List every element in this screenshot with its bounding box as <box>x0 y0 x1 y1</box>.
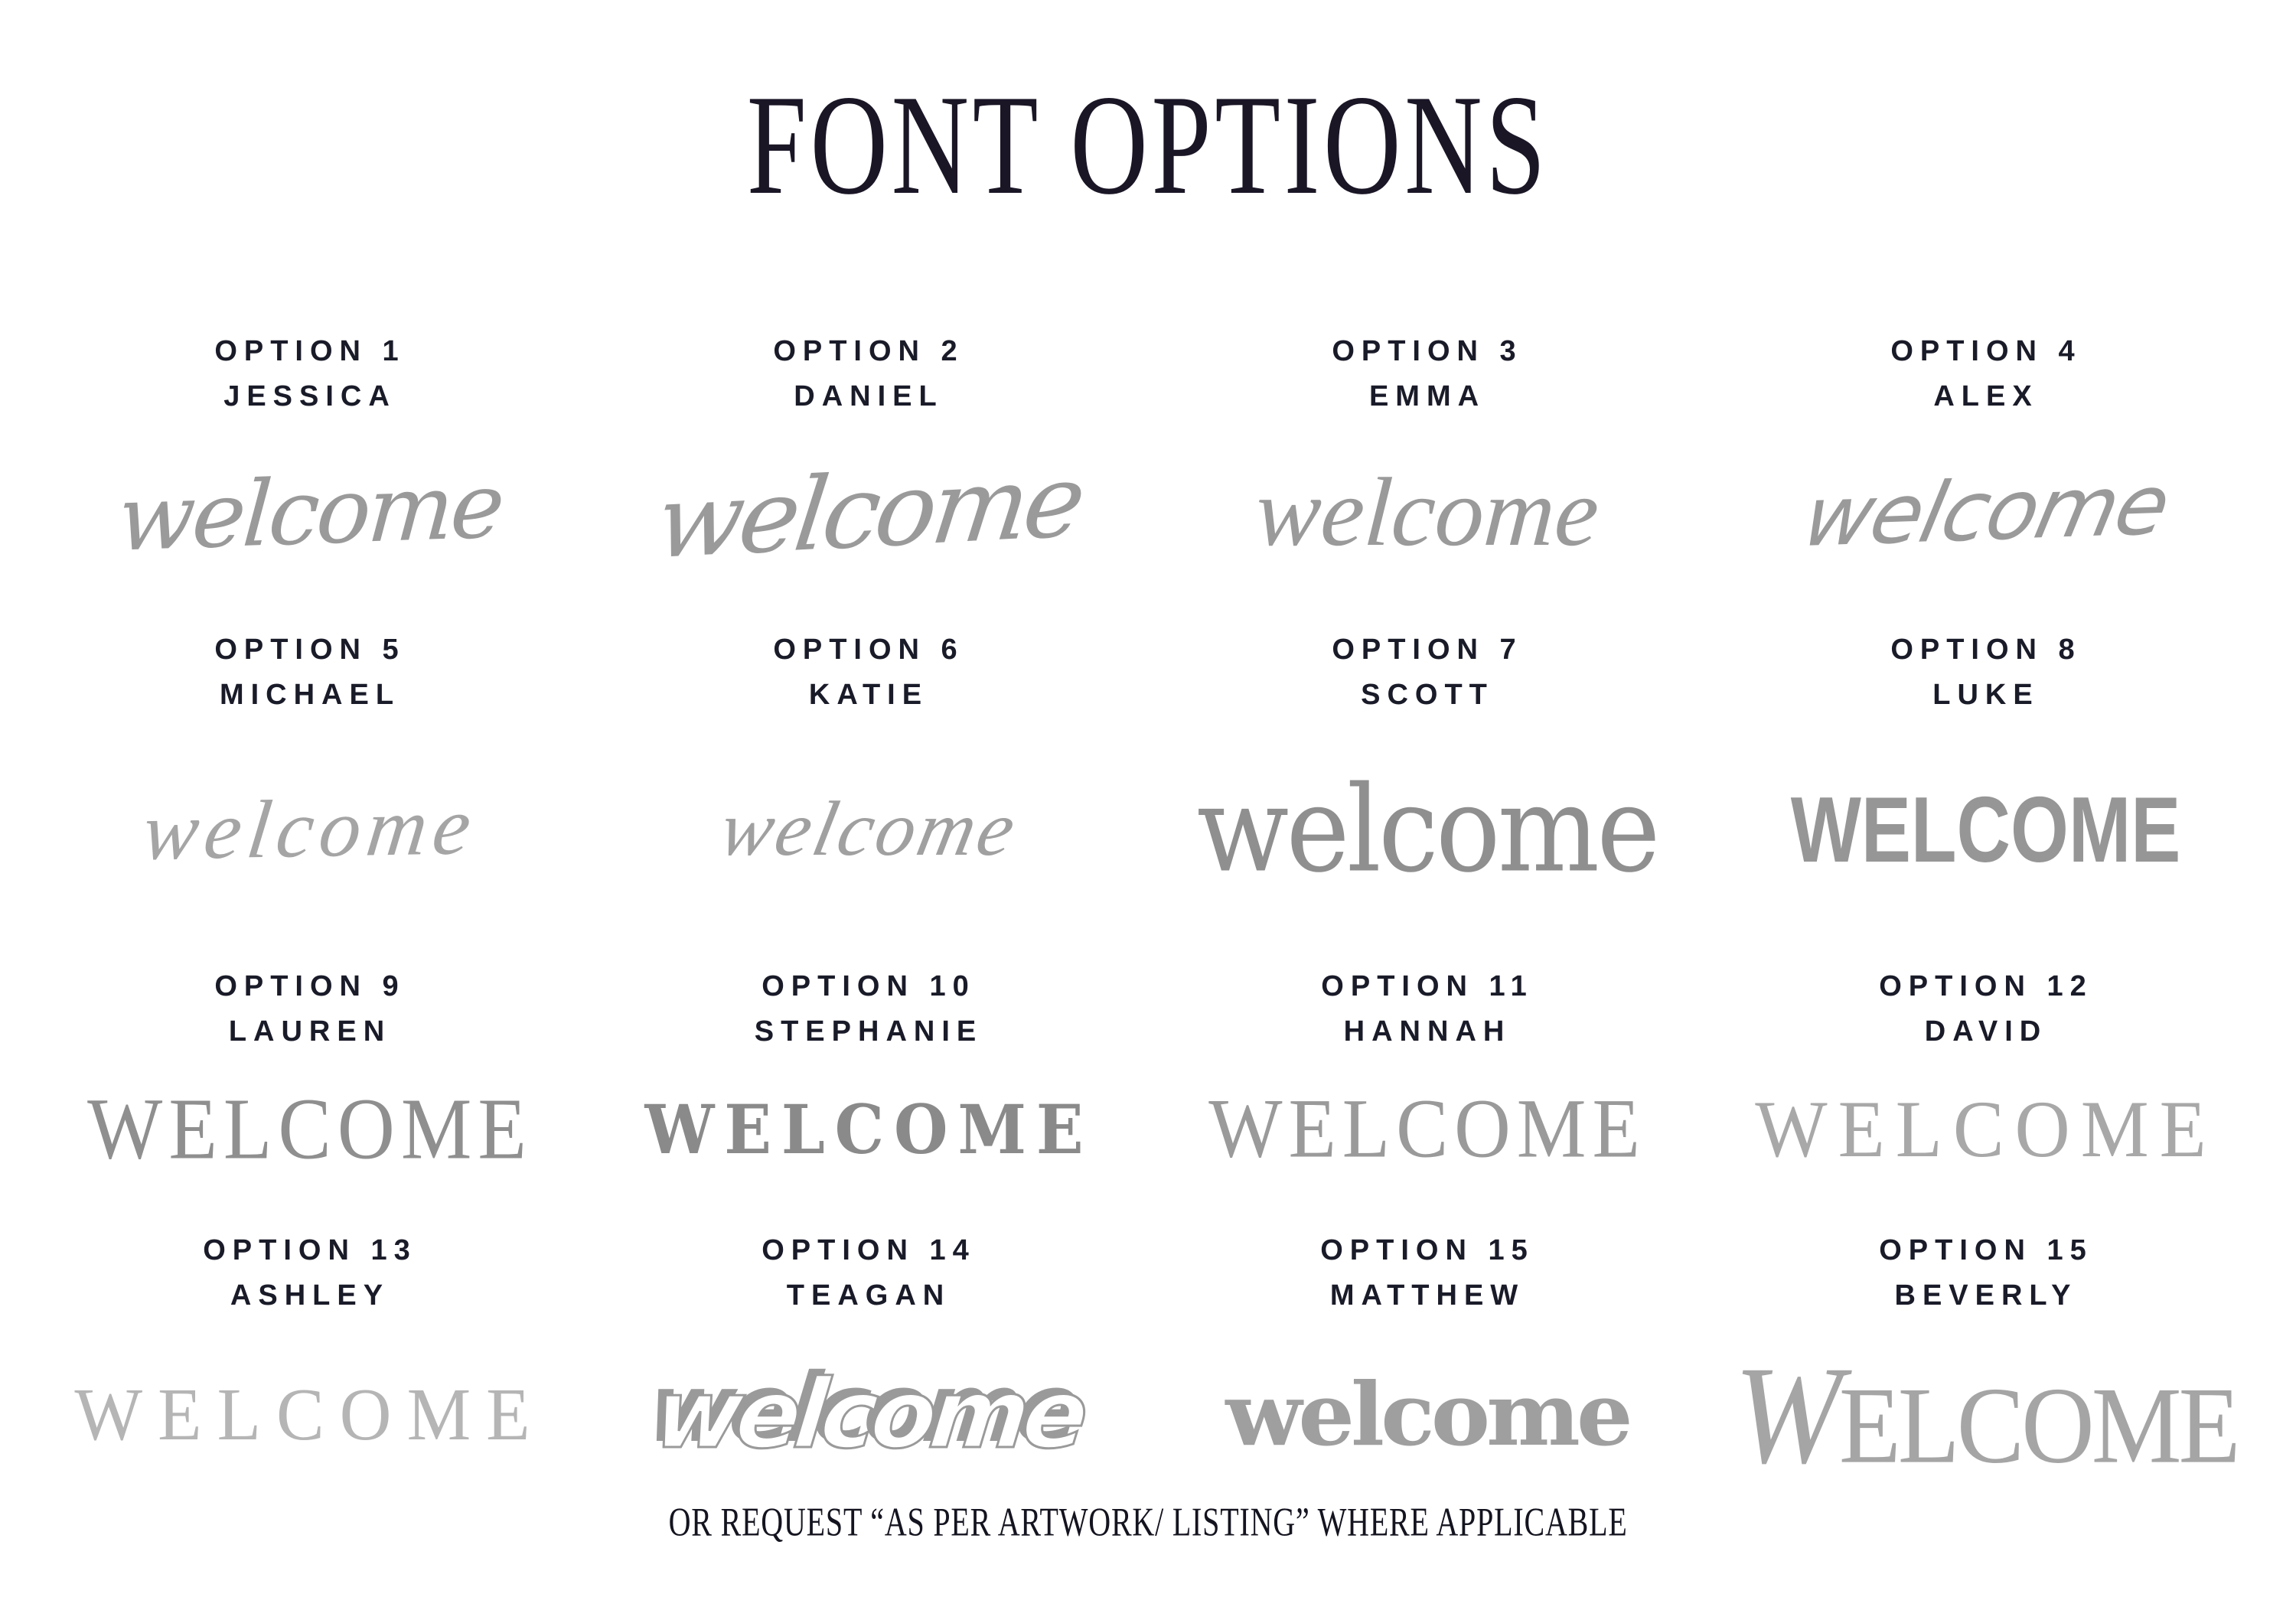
page-title-row <box>0 65 2296 224</box>
welcome-sample: welcome <box>1252 457 1603 566</box>
welcome-sample: welcome <box>138 781 482 878</box>
option-number-label: OPTION 10 <box>762 970 976 1002</box>
option-number-label: OPTION 14 <box>762 1234 976 1266</box>
welcome-sample: WELCOME <box>1208 1082 1646 1176</box>
option-number-label: OPTION 13 <box>203 1234 417 1266</box>
option-name-label: STEPHANIE <box>754 1015 983 1048</box>
footer-row <box>0 1498 2296 1543</box>
font-options-grid <box>31 306 2265 1511</box>
sample-wrap <box>589 419 1148 605</box>
option-number-label: OPTION 7 <box>1332 634 1523 666</box>
option-name-label: TEAGAN <box>786 1279 951 1312</box>
option-name-label: ALEX <box>1933 380 2039 412</box>
option-number-label: OPTION 6 <box>773 634 964 666</box>
font-option-cell <box>589 1205 1148 1511</box>
option-name-label: MICHAEL <box>219 678 401 711</box>
option-name-label: DAVID <box>1924 1015 2048 1048</box>
welcome-sample: WELCOME <box>74 1373 546 1456</box>
option-name-label: DANIEL <box>794 380 944 412</box>
font-option-cell <box>1707 306 2265 605</box>
option-name-label: KATIE <box>808 678 929 711</box>
welcome-sample: welcome <box>712 785 1026 872</box>
font-option-cell <box>31 306 589 605</box>
option-name-label: SCOTT <box>1361 678 1494 711</box>
font-option-cell <box>31 941 589 1205</box>
welcome-sample: WELCOME <box>1734 1337 2238 1492</box>
sample-wrap <box>1707 1318 2265 1511</box>
option-name-label: MATTHEW <box>1329 1279 1525 1312</box>
welcome-sample: welcome <box>649 1359 1088 1470</box>
welcome-sample: welcome <box>114 452 506 572</box>
sample-wrap <box>1707 718 2265 941</box>
sample-wrap <box>1148 1054 1707 1205</box>
font-option-cell <box>589 605 1148 941</box>
font-option-cell <box>1148 306 1707 605</box>
font-option-cell <box>589 941 1148 1205</box>
sample-wrap <box>1707 1054 2265 1205</box>
option-number-label: OPTION 15 <box>1879 1234 2093 1266</box>
sample-wrap <box>31 419 589 605</box>
sample-wrap <box>1148 419 1707 605</box>
option-number-label: OPTION 8 <box>1890 634 2082 666</box>
option-name-label: ASHLEY <box>230 1279 390 1312</box>
font-option-cell <box>1148 941 1707 1205</box>
option-number-label: OPTION 11 <box>1321 970 1534 1002</box>
font-option-cell <box>1707 605 2265 941</box>
option-name-label: HANNAH <box>1343 1015 1512 1048</box>
option-number-label: OPTION 15 <box>1320 1234 1534 1266</box>
option-number-label: OPTION 5 <box>214 634 406 666</box>
option-number-label: OPTION 12 <box>1879 970 2093 1002</box>
welcome-sample: WELCOME <box>1755 1084 2217 1175</box>
option-name-label: LAUREN <box>228 1015 392 1048</box>
footer-note: OR REQUEST “AS PER ARTWORK/ LISTING” WHERE APPLICABLE <box>668 1499 1628 1544</box>
font-option-cell <box>1148 1205 1707 1511</box>
welcome-sample: WELCOME <box>1791 777 2181 882</box>
option-number-label: OPTION 4 <box>1890 335 2082 367</box>
sample-wrap <box>589 718 1148 941</box>
option-name-label: EMMA <box>1368 380 1486 412</box>
font-option-cell <box>31 1205 589 1511</box>
page-title: FONT OPTIONS <box>746 65 1550 224</box>
option-name-label: JESSICA <box>223 380 396 412</box>
welcome-sample: welcome <box>1795 457 2177 566</box>
welcome-sample: WELCOME <box>87 1080 533 1178</box>
welcome-sample: welcome <box>1197 760 1658 899</box>
option-name-label: LUKE <box>1932 678 2040 711</box>
font-option-cell <box>1707 941 2265 1205</box>
sample-wrap <box>31 1318 589 1511</box>
sample-wrap <box>31 718 589 941</box>
option-number-label: OPTION 1 <box>214 335 406 367</box>
font-option-cell <box>589 306 1148 605</box>
font-option-cell <box>1707 1205 2265 1511</box>
sample-wrap <box>589 1054 1148 1205</box>
welcome-sample: welcome <box>1225 1364 1629 1466</box>
sample-wrap <box>589 1318 1148 1511</box>
sample-wrap <box>31 1054 589 1205</box>
option-number-label: OPTION 9 <box>214 970 406 1002</box>
font-option-cell <box>31 605 589 941</box>
sample-wrap <box>1148 1318 1707 1511</box>
sample-wrap <box>1707 419 2265 605</box>
option-name-label: BEVERLY <box>1894 1279 2078 1312</box>
welcome-sample: welcome <box>650 442 1088 582</box>
option-number-label: OPTION 2 <box>773 335 964 367</box>
option-number-label: OPTION 3 <box>1332 335 1523 367</box>
welcome-sample: WELCOME <box>644 1090 1094 1170</box>
font-option-cell <box>1148 605 1707 941</box>
sample-wrap <box>1148 718 1707 941</box>
